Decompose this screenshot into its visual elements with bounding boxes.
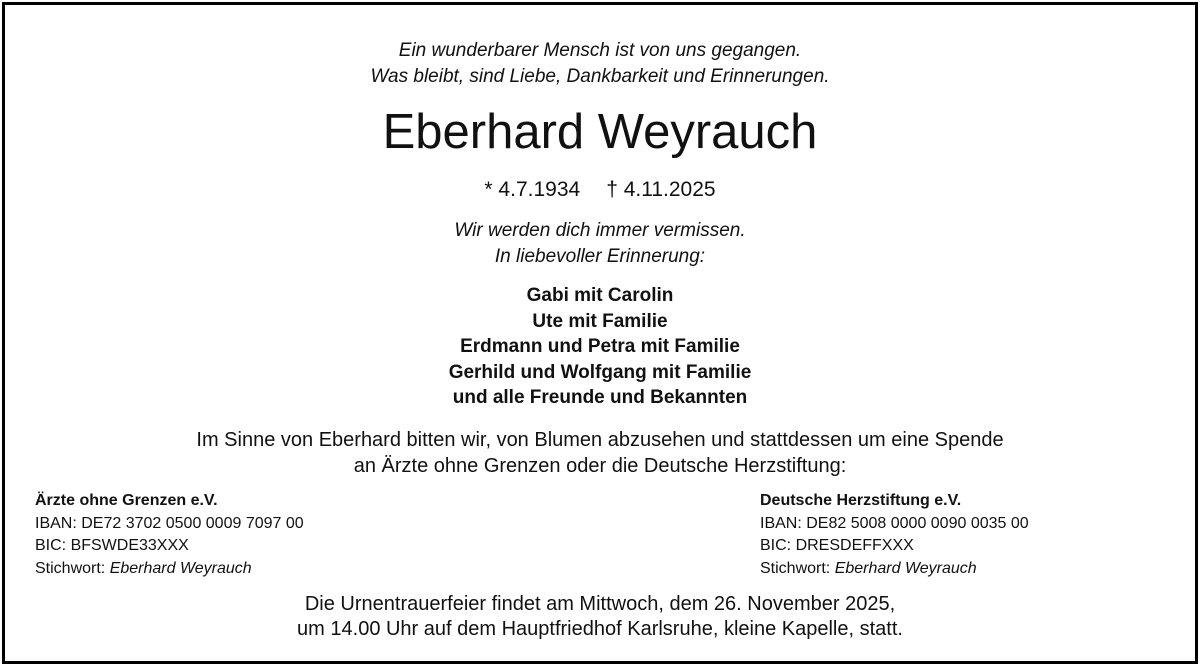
- bank-left-iban: IBAN: DE72 3702 0500 0009 7097 00: [35, 514, 304, 532]
- keyword-label: Stichwort:: [35, 559, 106, 577]
- bank-right-bic: BIC: DRESDEFFXXX: [760, 537, 914, 554]
- bank-details-right: [760, 490, 1029, 580]
- motto: [5, 38, 1195, 90]
- obituary-frame: [2, 2, 1198, 664]
- motto-line-1: Ein wunderbarer Mensch ist von uns gegangen.: [398, 40, 802, 61]
- mourner-line: Erdmann und Petra mit Familie: [460, 336, 740, 357]
- donation-request: [5, 427, 1195, 479]
- mourner-line: und alle Freunde und Bekannten: [452, 387, 748, 408]
- bank-right-title: Deutsche Herzstiftung e.V.: [760, 492, 962, 509]
- ceremony-line-1: Die Urnentrauerfeier findet am Mittwoch, dem 26. November 2025,: [304, 593, 896, 615]
- deceased-name: Eberhard Weyrauch: [382, 105, 818, 159]
- ceremony-line-2: um 14.00 Uhr auf dem Hauptfriedhof Karlsruhe, kleine Kapelle, statt.: [297, 618, 903, 640]
- keyword-label: Stichwort:: [760, 559, 831, 577]
- life-dates: [5, 175, 1195, 205]
- mourner-line: Ute mit Familie: [532, 310, 668, 332]
- remembrance-line-1: Wir werden dich immer vermissen.: [454, 220, 746, 241]
- birth-date: * 4.7.1934: [484, 178, 581, 201]
- remembrance-text: [5, 218, 1195, 270]
- bank-left-bic: BIC: BFSWDE33XXX: [35, 537, 189, 554]
- death-date: † 4.11.2025: [606, 178, 716, 201]
- ceremony-info: [5, 592, 1195, 642]
- donation-request-line-1: Im Sinne von Eberhard bitten wir, von Blumen abzusehen und stattdessen um eine Spende: [196, 429, 1004, 451]
- bank-right-iban: IBAN: DE82 5008 0000 0090 0035 00: [760, 514, 1029, 532]
- mourners-list: [5, 283, 1195, 411]
- bank-left-title: Ärzte ohne Grenzen e.V.: [35, 492, 218, 509]
- bank-details-left: [35, 490, 304, 580]
- keyword-value: Eberhard Weyrauch: [834, 559, 977, 577]
- bank-right-keyword: [760, 558, 1029, 581]
- bank-left-keyword: [35, 558, 304, 581]
- donation-request-line-2: an Ärzte ohne Grenzen oder die Deutsche Herzstiftung:: [353, 455, 847, 477]
- motto-line-2: Was bleibt, sind Liebe, Dankbarkeit und Erinnerungen.: [370, 66, 830, 87]
- mourner-line: Gerhild und Wolfgang mit Familie: [448, 361, 752, 383]
- mourner-line: Gabi mit Carolin: [526, 285, 674, 306]
- keyword-value: Eberhard Weyrauch: [109, 559, 252, 577]
- remembrance-line-2: In liebevoller Erinnerung:: [494, 246, 706, 267]
